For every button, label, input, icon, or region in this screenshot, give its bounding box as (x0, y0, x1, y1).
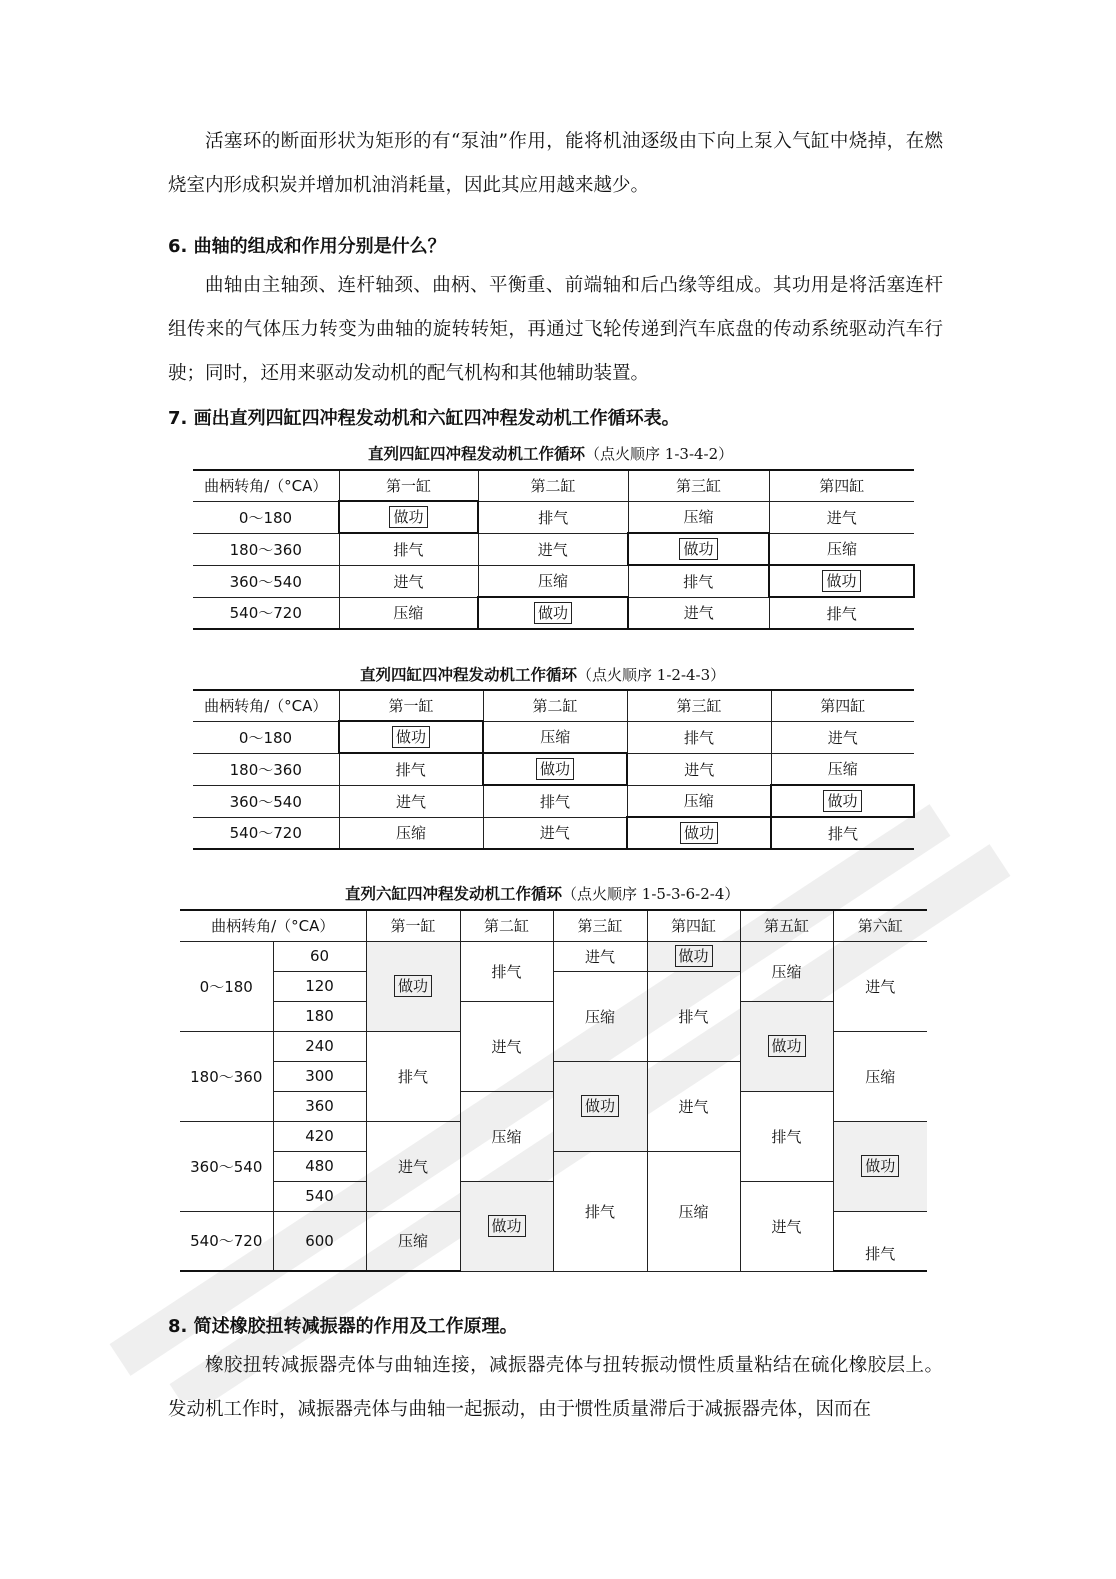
table3-cell (553, 1061, 647, 1151)
table3-cell: 排气 (740, 1091, 833, 1181)
table3-angle: 120 (273, 971, 366, 1001)
table2-cell: 排气 (483, 785, 627, 817)
table3-cell: 排气 (833, 1211, 927, 1271)
power-stroke-box: 做功 (679, 538, 717, 560)
table1-header-angle: 曲柄转角/（°CA） (193, 470, 339, 501)
table1-cell: 540～720 (193, 597, 339, 629)
table2-cell: 0～180 (193, 721, 339, 753)
table2-caption (360, 663, 725, 685)
table1 (193, 469, 915, 630)
table1-cell: 0～180 (193, 501, 339, 533)
table2-header-angle: 曲柄转角/（°CA） (193, 690, 339, 721)
table3-range: 180～360 (180, 1031, 273, 1121)
table2 (193, 689, 915, 850)
table1-header-cyl4: 第四缸 (769, 470, 914, 501)
table1-header-cyl1: 第一缸 (339, 470, 478, 501)
table3-range: 540～720 (180, 1211, 273, 1271)
table1-caption (368, 442, 733, 464)
table1-cell: 180～360 (193, 533, 339, 565)
table3-angle: 60 (273, 941, 366, 971)
table1-cell (339, 501, 478, 533)
table2-cell (483, 753, 627, 785)
table1-cell: 进气 (478, 533, 628, 565)
table-row (180, 941, 927, 971)
table-row (193, 817, 914, 849)
table-row (193, 753, 914, 785)
table1-header-row (193, 470, 914, 501)
table3-angle: 300 (273, 1061, 366, 1091)
table1-cell: 进气 (339, 565, 478, 597)
table3-angle: 480 (273, 1151, 366, 1181)
table2-cell: 进气 (483, 817, 627, 849)
power-stroke-box: 做功 (488, 1215, 526, 1237)
table-row (193, 597, 914, 629)
table1-cell: 压缩 (339, 597, 478, 629)
table2-cell: 压缩 (339, 817, 483, 849)
table2-header-cyl4: 第四缸 (771, 690, 914, 721)
table3-header-cyl5: 第五缸 (740, 910, 833, 941)
table3-angle: 600 (273, 1211, 366, 1271)
table1-title: 直列四缸四冲程发动机工作循环 (368, 445, 586, 463)
table2-cell: 进气 (771, 721, 914, 753)
table2-cell: 压缩 (483, 721, 627, 753)
table3-cell: 进气 (366, 1121, 460, 1211)
table2-cell (771, 785, 914, 817)
table3-cell: 进气 (833, 941, 927, 1031)
power-stroke-box: 做功 (534, 602, 572, 624)
paragraph-piston-ring: 活塞环的断面形状为矩形的有“泵油”作用，能将机油逐级由下向上泵入气缸中烧掉，在燃烧室内形成积炭并增加机油消耗量，因此其应用越来越少。 (168, 131, 943, 196)
table3-angle: 540 (273, 1181, 366, 1211)
table1-header-cyl3: 第三缸 (628, 470, 769, 501)
table1-cell: 排气 (769, 597, 914, 629)
table-row (193, 721, 914, 753)
table3 (180, 909, 927, 1272)
table3-cell: 进气 (740, 1181, 833, 1271)
table2-title: 直列四缸四冲程发动机工作循环 (360, 666, 578, 684)
table3-header-row (180, 910, 927, 941)
table3-cell: 压缩 (647, 1151, 740, 1271)
table3-angle: 360 (273, 1091, 366, 1121)
table3-header-angle: 曲柄转角/（°CA） (180, 910, 366, 941)
table3-cell: 排气 (460, 941, 553, 1001)
table-row (193, 533, 914, 565)
table3-cell: 压缩 (740, 941, 833, 1001)
table3-cell: 压缩 (460, 1091, 553, 1181)
table3-range: 0～180 (180, 941, 273, 1031)
power-stroke-box: 做功 (581, 1095, 619, 1117)
power-stroke-box: 做功 (823, 790, 861, 812)
question-8-heading: 8. 简述橡胶扭转减振器的作用及工作原理。 (168, 1316, 518, 1337)
paragraph-damper: 橡胶扭转减振器壳体与曲轴连接，减振器壳体与扭转振动惯性质量粘结在硫化橡胶层上。发动机工作时，减振器壳体与曲轴一起振动，由于惯性质量滞后于减振器壳体，因而在 (168, 1355, 943, 1420)
table2-cell: 进气 (339, 785, 483, 817)
table3-cell (647, 941, 740, 971)
question-7-heading: 7. 画出直列四缸四冲程发动机和六缸四冲程发动机工作循环表。 (168, 408, 680, 429)
table1-cell: 进气 (769, 501, 914, 533)
power-stroke-box: 做功 (861, 1155, 899, 1177)
power-stroke-box: 做功 (536, 758, 574, 780)
table3-cell (833, 1121, 927, 1211)
table2-header-row (193, 690, 914, 721)
table2-header-cyl3: 第三缸 (627, 690, 771, 721)
table1-note: （点火顺序 1-3-4-2） (585, 445, 734, 463)
table2-header-cyl1: 第一缸 (339, 690, 483, 721)
table3-header-cyl3: 第三缸 (553, 910, 647, 941)
table3-cell: 排气 (553, 1151, 647, 1271)
table2-cell: 540～720 (193, 817, 339, 849)
table2-cell (339, 721, 483, 753)
table3-header-cyl2: 第二缸 (460, 910, 553, 941)
table3-angle: 240 (273, 1031, 366, 1061)
table-row (193, 501, 914, 533)
table2-cell: 进气 (627, 753, 771, 785)
table3-header-cyl1: 第一缸 (366, 910, 460, 941)
table2-cell: 排气 (627, 721, 771, 753)
table1-cell (628, 533, 769, 565)
table1-cell: 压缩 (478, 565, 628, 597)
table3-note: （点火顺序 1-5-3-6-2-4） (562, 885, 740, 903)
table3-range: 360～540 (180, 1121, 273, 1211)
table2-cell: 压缩 (771, 753, 914, 785)
table3-cell: 排气 (366, 1031, 460, 1121)
power-stroke-box: 做功 (675, 945, 713, 967)
table3-angle: 420 (273, 1121, 366, 1151)
power-stroke-box: 做功 (389, 506, 427, 528)
power-stroke-box: 做功 (680, 822, 718, 844)
table3-cell: 排气 (647, 971, 740, 1061)
paragraph-crankshaft: 曲轴由主轴颈、连杆轴颈、曲柄、平衡重、前端轴和后凸缘等组成。其功用是将活塞连杆组传来的气体压力转变为曲轴的旋转转矩，再通过飞轮传递到汽车底盘的传动系统驱动汽车行驶；同时，还用来驱动发动机的配气机构和其他辅助装置。 (168, 275, 943, 384)
table1-cell: 进气 (628, 597, 769, 629)
table-row (193, 565, 914, 597)
table1-cell (478, 597, 628, 629)
table1-cell: 360～540 (193, 565, 339, 597)
table1-cell: 排气 (628, 565, 769, 597)
table3-angle: 180 (273, 1001, 366, 1031)
table3-title: 直列六缸四冲程发动机工作循环 (345, 885, 563, 903)
table2-note: （点火顺序 1-2-4-3） (577, 666, 726, 684)
table1-cell: 排气 (478, 501, 628, 533)
power-stroke-box: 做功 (394, 975, 432, 997)
table2-cell: 排气 (339, 753, 483, 785)
table3-cell: 进气 (553, 941, 647, 971)
table3-cell (740, 1001, 833, 1091)
table3-caption (345, 882, 739, 904)
table3-cell: 进气 (460, 1001, 553, 1091)
power-stroke-box: 做功 (822, 570, 860, 592)
table-row (193, 785, 914, 817)
table3-cell (366, 941, 460, 1031)
table3-cell: 压缩 (553, 971, 647, 1061)
question-6-heading: 6. 曲轴的组成和作用分别是什么？ (168, 236, 446, 257)
power-stroke-box: 做功 (768, 1035, 806, 1057)
table3-header-cyl6: 第六缸 (833, 910, 927, 941)
table2-cell: 180～360 (193, 753, 339, 785)
table3-cell: 进气 (647, 1061, 740, 1151)
table2-cell: 压缩 (627, 785, 771, 817)
table1-cell: 压缩 (628, 501, 769, 533)
power-stroke-box: 做功 (392, 726, 430, 748)
table1-cell (769, 565, 914, 597)
table2-cell: 360～540 (193, 785, 339, 817)
table2-cell (627, 817, 771, 849)
table2-cell: 排气 (771, 817, 914, 849)
table3-header-cyl4: 第四缸 (647, 910, 740, 941)
table1-header-cyl2: 第二缸 (478, 470, 628, 501)
table1-cell: 排气 (339, 533, 478, 565)
table3-cell: 压缩 (833, 1031, 927, 1121)
table3-cell (460, 1181, 553, 1271)
table1-cell: 压缩 (769, 533, 914, 565)
table3-cell: 压缩 (366, 1211, 460, 1271)
table2-header-cyl2: 第二缸 (483, 690, 627, 721)
